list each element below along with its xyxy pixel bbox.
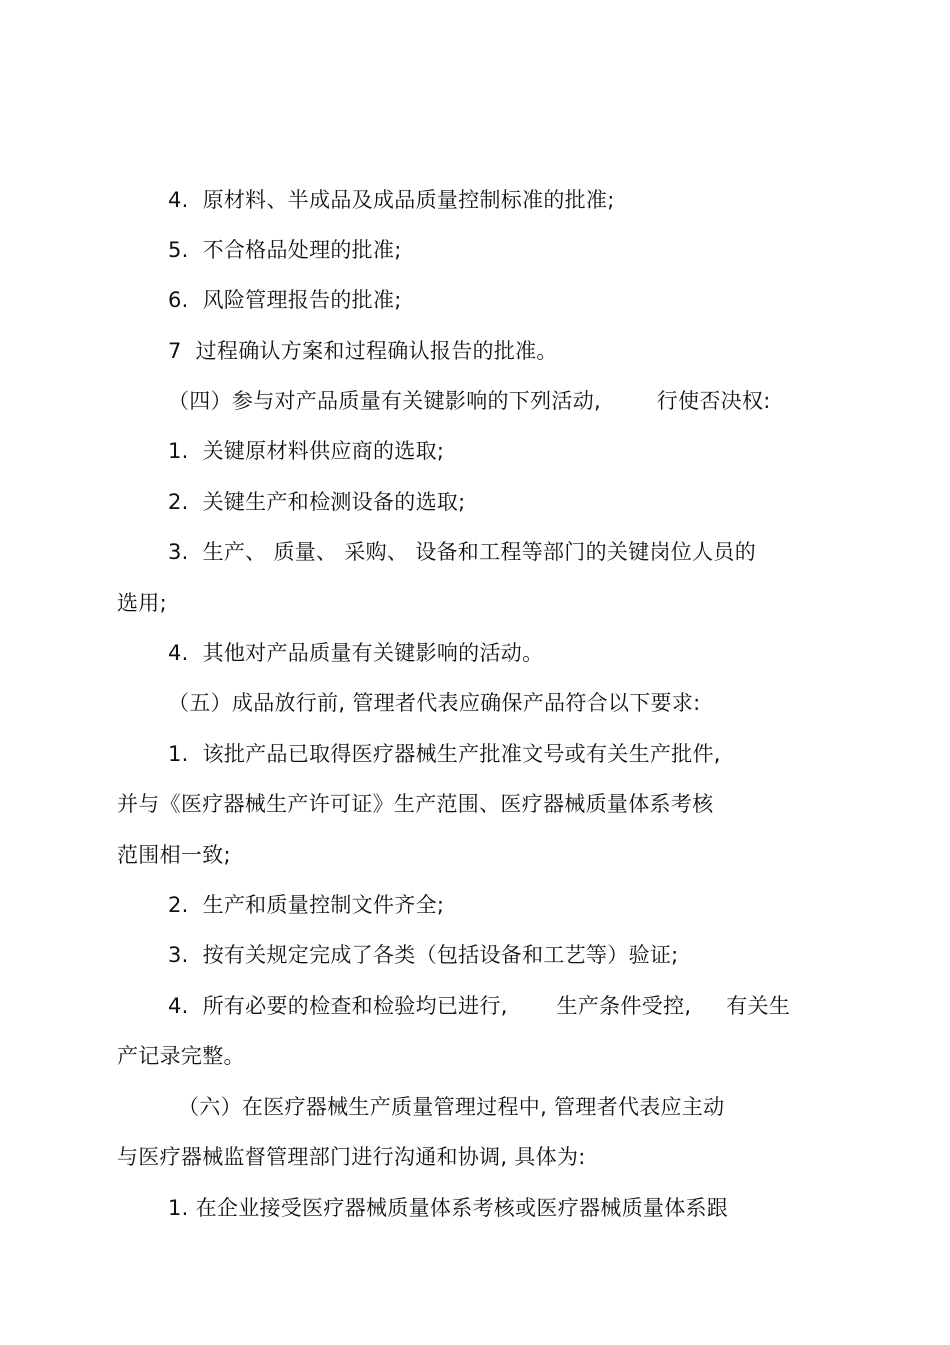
section-heading-product-release: （五）成品放行前, 管理者代表应确保产品符合以下要求: — [168, 691, 701, 715]
list-item-approval-number-cont-1: 并与《医疗器械生产许可证》生产范围、医疗器械质量体系考核 — [117, 792, 714, 816]
list-item-inspections-complete: 4. 所有必要的检查和检验均已进行, 生产条件受控, 有关生 — [168, 994, 791, 1018]
list-item-approve-nonconforming: 5. 不合格品处理的批准; — [168, 238, 402, 262]
list-item-documents-complete: 2. 生产和质量控制文件齐全; — [168, 893, 445, 917]
list-item-approve-risk-report: 6. 风险管理报告的批准; — [168, 288, 402, 312]
list-item-key-supplier-selection: 1. 关键原材料供应商的选取; — [168, 439, 445, 463]
list-item-other-key-activities: 4. 其他对产品质量有关键影响的活动。 — [168, 641, 544, 665]
list-item-approval-number: 1. 该批产品已取得医疗器械生产批准文号或有关生产批件, — [168, 742, 721, 766]
section-heading-veto-rights: （四）参与对产品质量有关键影响的下列活动, 行使否决权: — [168, 389, 771, 413]
list-item-approve-quality-standards: 4. 原材料、半成品及成品质量控制标准的批准; — [168, 188, 615, 212]
list-item-inspections-complete-cont: 产记录完整。 — [117, 1044, 245, 1068]
list-item-key-equipment-selection: 2. 关键生产和检测设备的选取; — [168, 490, 466, 514]
list-item-validation-complete: 3. 按有关规定完成了各类（包括设备和工艺等）验证; — [168, 943, 679, 967]
list-item-system-audit: 1. 在企业接受医疗器械质量体系考核或医疗器械质量体系跟 — [168, 1196, 729, 1220]
list-item-approve-process-validation: 7 过程确认方案和过程确认报告的批准。 — [168, 339, 558, 363]
list-item-key-personnel-selection-cont: 选用; — [117, 591, 167, 615]
list-item-approval-number-cont-2: 范围相一致; — [117, 843, 231, 867]
list-item-key-personnel-selection: 3. 生产、 质量、 采购、 设备和工程等部门的关键岗位人员的 — [168, 540, 757, 564]
section-heading-communication: （六）在医疗器械生产质量管理过程中, 管理者代表应主动 — [178, 1095, 725, 1119]
section-heading-communication-cont: 与医疗器械监督管理部门进行沟通和协调, 具体为: — [117, 1145, 586, 1169]
